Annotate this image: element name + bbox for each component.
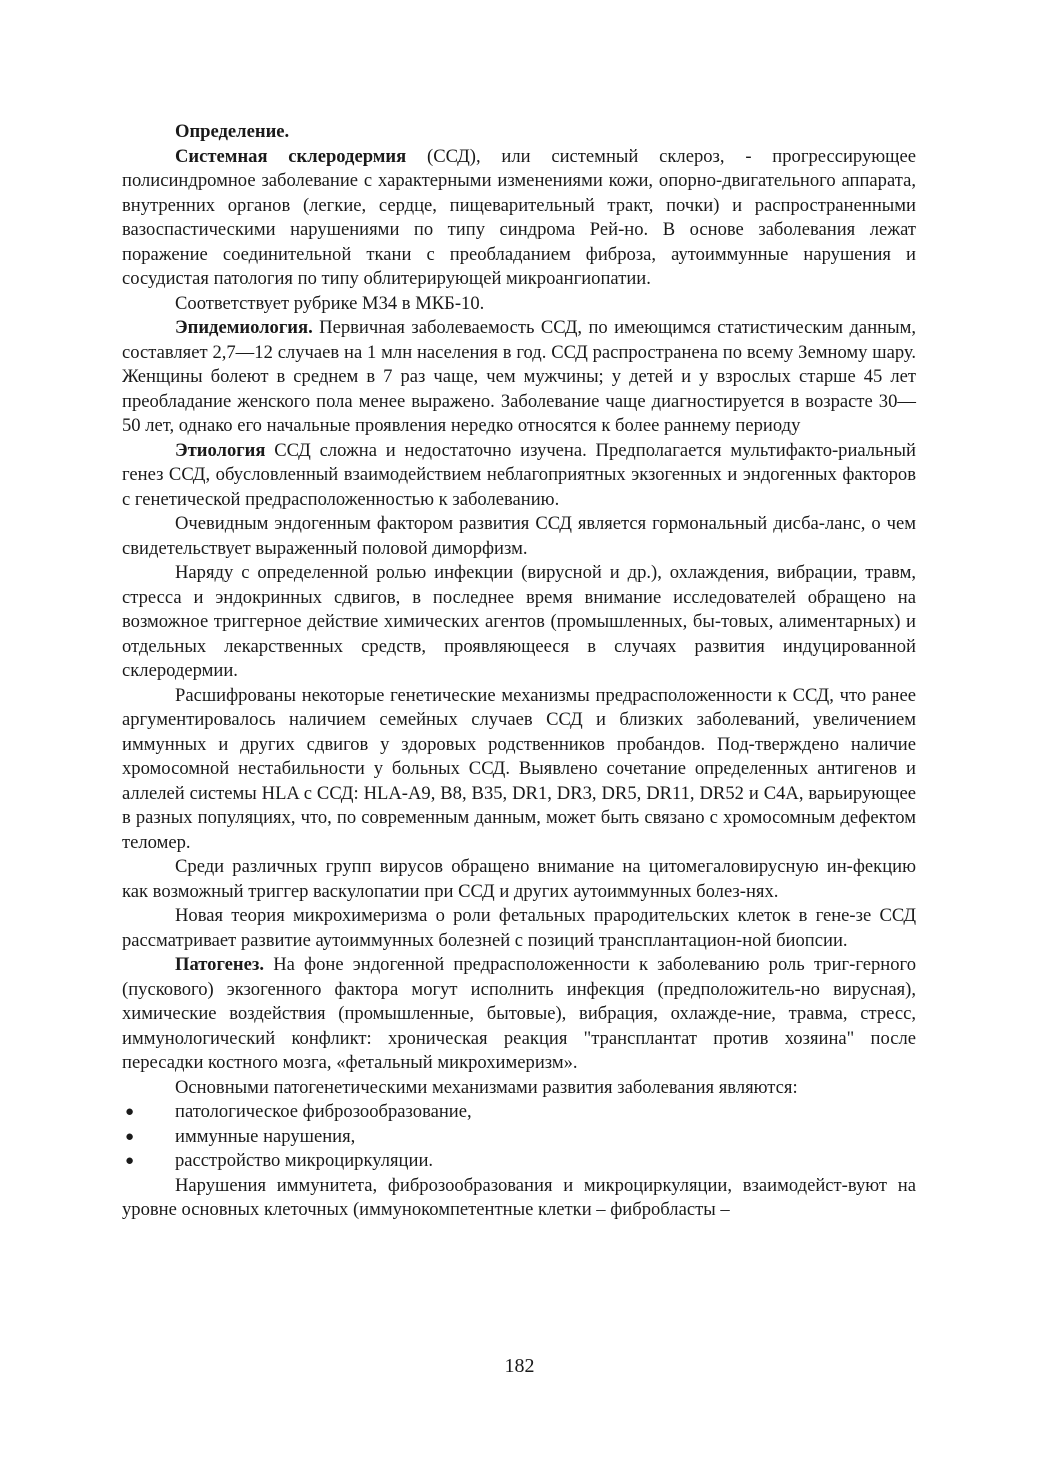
list-item-text: расстройство микроциркуляции. [175,1150,434,1171]
page-number: 182 [504,1355,535,1377]
bullet-icon: ● [125,1128,135,1145]
list-item [122,1149,916,1174]
bullet-icon: ● [125,1153,135,1169]
paragraph-interaction: Нарушения иммунитета, фиброзообразования и микроциркуляции, взаимодейст-вуют на уровне основных клеточных (иммунокомпетентные клетки – фибробласты – [122,1174,916,1220]
paragraph-pathogenesis [122,953,916,1076]
page-body [122,120,916,1223]
list-item [122,1100,916,1125]
paragraph-microchimerism: Новая теория микрохимеризма о роли фетальных прародительских клеток в гене-зе ССД рассматривает развитие аутоиммунных болезней с позиций трансплантацион-ной биопсии. [122,905,916,951]
term-etiology: Этиология [175,439,266,461]
paragraph-definition-text: (ССД), или системный склероз, - прогрессирующее полисиндромное заболевание с характерными изменениями кожи, опорно-двигательного аппарата, внутренних органов (легкие, сердце, пищеварительный тракт, почки) и распространенными вазоспастическими нарушениями по типу синдрома Рей-но. В основе заболевания лежат поражение соединительной ткани с преобладанием фиброза, аутоиммунные нарушения и сосудистая патология по типу облитерирующей микроангиопатии. [122,145,916,289]
paragraph-epidemiology [122,316,916,439]
paragraph-hormonal: Очевидным эндогенным фактором развития ССД является гормональный дисба-ланс, о чем свидетельствует выраженный половой диморфизм. [122,513,916,559]
paragraph-viruses: Среди различных групп вирусов обращено внимание на цитомегаловирусную ин-фекцию как возможный триггер васкулопатии при ССД и других аутоиммунных болез-нях. [122,856,916,902]
paragraph-pathogenesis-text: На фоне эндогенной предрасположенности к заболеванию роль триг-герного (пускового) экзогенного фактора могут исполнить инфекция (предположитель-но вирусная), химические воздействия (промышленные, бытовые), вибрация, охлажде-ние, травма, стресс, иммунологический конфликт: хроническая реакция "трансплантат против хозяина" после пересадки костного мозга, «фетальный микрохимеризм». [122,954,916,1073]
list-item [122,1125,916,1150]
term-epidemiology: Эпидемиология. [175,317,313,338]
paragraph-genetics: Расшифрованы некоторые генетические механизмы предрасположенности к ССД, что ранее аргументировалось наличием семейных случаев ССД и близких заболеваний, увеличением иммунных и других сдвигов у здоровых родственников пробандов. Под-тверждено наличие хромосомной нестабильности у больных ССД. Выявлено сочетание определенных антигенов и аллелей системы HLA с ССД: HLA-A9, B8, B35, DR1, DR3, DR5, DR11, DR52 и C4A, варьирующее в разных популяциях, что, по современным данным, может быть связано с хромосомным дефектом теломер. [122,684,916,853]
bullet-icon: ● [125,1104,135,1120]
mechanisms-list [122,1100,916,1174]
section-heading-definition: Определение. [175,121,290,142]
list-item-text: патологическое фиброзообразование, [175,1101,472,1122]
paragraph-etiology [122,439,916,513]
paragraph-etiology-text: ССД сложна и недостаточно изучена. Предполагается мультифакто-риальный генез ССД, обусловленный взаимодействием неблагоприятных экзогенных и эндогенных факторов с генетической предрасположенностью к заболеванию. [122,439,916,510]
list-item-text: иммунные нарушения, [175,1125,356,1147]
paragraph-definition [122,145,916,292]
paragraph-epidemiology-text: Первичная заболеваемость ССД, по имеющимся статистическим данным, составляет 2,7—12 случаев на 1 млн населения в год. ССД распространена по всему Земному шару. Женщины болеют в среднем в 7 раз чаще, чем мужчины; у детей и у взрослых старше 45 лет преобладание женского пола менее выражено. Заболевание чаще диагностируется в возрасте 30—50 лет, однако его начальные проявления нередко относятся к более раннему периоду [122,317,916,436]
paragraph-triggers: Наряду с определенной ролью инфекции (вирусной и др.), охлаждения, вибрации, травм, стресса и эндокринных сдвигов, в последнее время внимание исследователей обращено на возможное триггерное действие химических агентов (промышленных, бы-товых, алиментарных) и отдельных лекарственных средств, проявляющееся в случаях развития индуцированной склеродермии. [122,562,916,681]
paragraph-icd: Соответствует рубрике М34 в МКБ-10. [175,292,485,314]
term-systemic-scleroderma: Системная склеродермия [175,145,407,167]
term-pathogenesis: Патогенез. [175,954,265,975]
paragraph-mechanisms-intro: Основными патогенетическими механизмами развития заболевания являются: [175,1076,798,1098]
